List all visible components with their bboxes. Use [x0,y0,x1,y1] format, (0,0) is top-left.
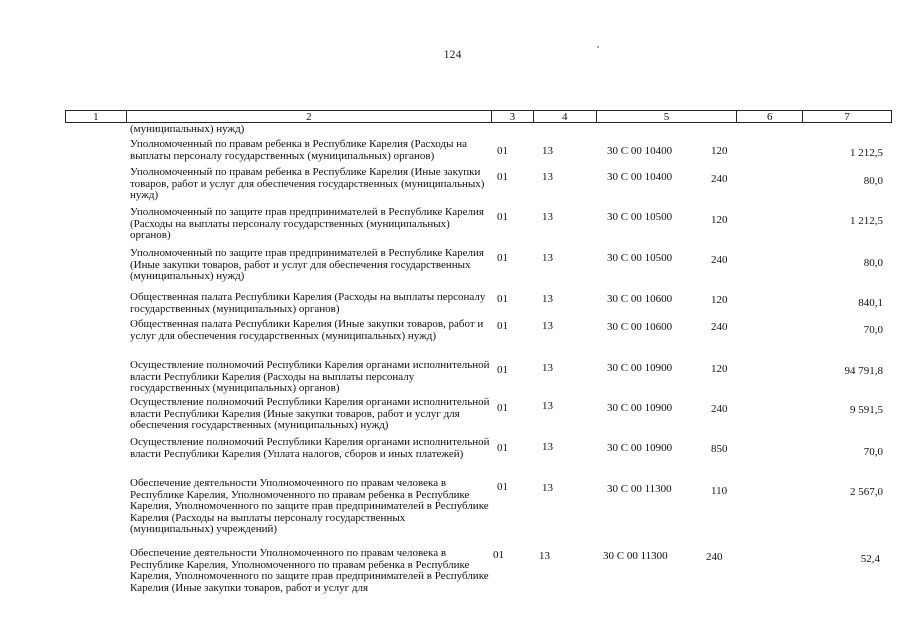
row-section: 01 [497,481,508,493]
row-amount: 1 212,5 [850,147,883,159]
row-subsection: 13 [542,211,553,223]
row-subsection: 13 [542,145,553,157]
row-description: Осуществление полномочий Республики Карелия органами исполнительной власти Республики Карелия (Уплата налогов, сборов и иных платежей) [130,436,490,460]
row-target-code: 30 С 00 10600 [607,293,673,305]
row-section: 01 [497,364,508,376]
row-target-code: 30 С 00 10900 [607,362,673,374]
header-col-2: 2 [127,111,492,122]
row-expense-type: 120 [711,145,728,157]
row-expense-type: 240 [711,173,728,185]
row-description: Осуществление полномочий Республики Карелия органами исполнительной власти Республики Карелия (Иные закупки товаров, работ и услуг для обеспечения государственных (муниципальных) нужд) [130,396,490,431]
row-section: 01 [497,320,508,332]
row-subsection: 13 [542,400,553,412]
row-expense-type: 240 [711,403,728,415]
row-description: Уполномоченный по правам ребенка в Республике Карелия (Иные закупки товаров, работ и услуг для обеспечения государственных (муниципальных) нужд) [130,166,485,201]
row-amount: 840,1 [858,297,883,309]
row-section: 01 [497,442,508,454]
header-col-6: 6 [737,111,803,122]
row-amount: 70,0 [863,324,883,336]
row-description: Уполномоченный по правам ребенка в Республике Карелия (Расходы на выплаты персоналу государственных (муниципальных) органов) [130,138,467,162]
row-description: (муниципальных) нужд) [130,123,245,135]
row-target-code: 30 С 00 10400 [607,171,673,183]
header-col-4: 4 [534,111,597,122]
row-subsection: 13 [542,171,553,183]
row-expense-type: 120 [711,294,728,306]
row-description: Обеспечение деятельности Уполномоченного по правам человека в Республике Карелия, Уполномоченного по правам ребенка в Республике Карелия, Уполномоченного по защите прав предпринимателей в Республике Карелия (Расходы на выплаты персоналу государственных (муниципальных) учреждений) [130,477,489,535]
row-subsection: 13 [542,482,553,494]
row-description: Обеспечение деятельности Уполномоченного по правам человека в Республике Карелия, Уполномоченного по правам ребенка в Республике Карелия, Уполномоченного по защите прав предпринимателей в Республике Карелия (Иные закупки товаров, работ и услуг для [130,547,489,594]
page-number: 124 [443,47,462,61]
row-target-code: 30 С 00 11300 [603,550,668,562]
row-amount: 9 591,5 [850,404,883,416]
row-target-code: 30 С 00 11300 [607,483,672,495]
row-section: 01 [497,293,508,305]
row-description: Уполномоченный по защите прав предпринимателей в Республике Карелия (Иные закупки товаров, работ и услуг для обеспечения государственных (муниципальных) нужд) [130,247,484,282]
row-subsection: 13 [542,293,553,305]
row-amount: 1 212,5 [850,215,883,227]
header-col-7: 7 [844,111,850,123]
row-subsection: 13 [542,362,553,374]
row-target-code: 30 С 00 10900 [607,402,673,414]
row-target-code: 30 С 00 10600 [607,321,673,333]
row-subsection: 13 [539,550,550,562]
row-subsection: 13 [542,252,553,264]
header-col-3: 3 [492,111,534,122]
row-expense-type: 240 [711,321,728,333]
row-expense-type: 120 [711,214,728,226]
row-subsection: 13 [542,320,553,332]
row-amount: 80,0 [863,257,883,269]
row-description: Осуществление полномочий Республики Карелия органами исполнительной власти Республики Карелия (Расходы на выплаты персоналу государственных (муниципальных) органов) [130,359,490,394]
row-amount: 52,4 [860,553,880,565]
row-section: 01 [497,171,508,183]
row-amount: 80,0 [863,175,883,187]
row-target-code: 30 С 00 10900 [607,442,673,454]
row-expense-type: 850 [711,443,728,455]
row-expense-type: 240 [711,254,728,266]
row-section: 01 [497,402,508,414]
row-target-code: 30 С 00 10500 [607,211,673,223]
row-expense-type: 120 [711,363,728,375]
header-col-1: 1 [66,111,127,122]
row-expense-type: 110 [711,485,728,497]
header-col-5: 5 [597,111,738,122]
row-section: 01 [493,549,504,561]
row-expense-type: 240 [706,551,723,563]
row-amount: 2 567,0 [850,486,883,498]
row-description: Общественная палата Республики Карелия (Расходы на выплаты персоналу государственных (муниципальных) органов) [130,291,486,315]
row-subsection: 13 [542,441,553,453]
row-section: 01 [497,252,508,264]
row-amount: 94 791,8 [844,365,883,377]
row-description: Общественная палата Республики Карелия (Иные закупки товаров, работ и услуг для обеспечения государственных (муниципальных) нужд) [130,318,484,342]
row-section: 01 [497,211,508,223]
row-description: Уполномоченный по защите прав предпринимателей в Республике Карелия (Расходы на выплаты персоналу государственных (муниципальных) органов) [130,206,484,241]
row-section: 01 [497,145,508,157]
row-target-code: 30 С 00 10500 [607,252,673,264]
row-target-code: 30 С 00 10400 [607,145,673,157]
row-amount: 70,0 [863,446,883,458]
